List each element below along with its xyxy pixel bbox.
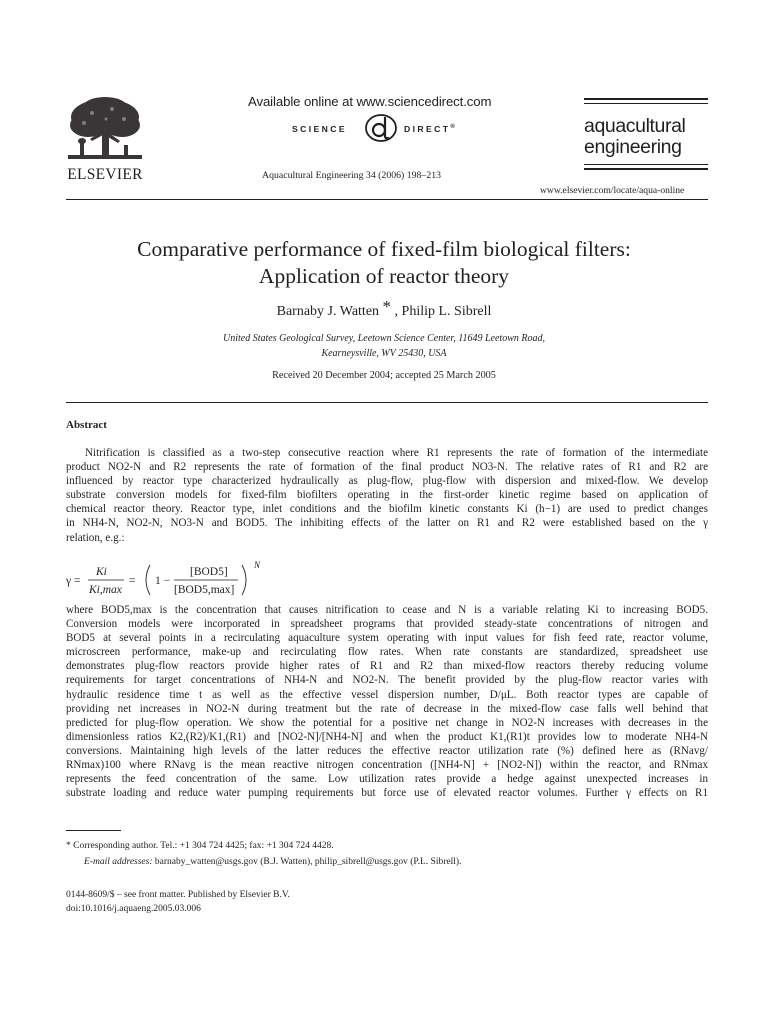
sd-at-icon (363, 113, 399, 148)
text-line: substrate loading and reduce water pumping requirements but force use of elevated reactor volumes. Further γ effects on R1 (66, 787, 708, 800)
abstract-divider (66, 402, 708, 403)
publisher-name: ELSEVIER (67, 166, 143, 183)
email-footnote (84, 857, 461, 867)
text-line: demonstrates plug-flow reactors provide higher rates of R1 and R2 than mixed-flow reactors thereby reducing volume (66, 660, 708, 673)
footnote-divider (66, 830, 121, 831)
text-line: predicted for plug-flow operation. We show the potential for a positive net change in NO2-N increases with decreases in the (66, 716, 708, 729)
abstract-heading: Abstract (66, 419, 107, 431)
sd-science-text: SCIENCE (292, 124, 348, 134)
text-line: hydraulic residence time t as well as the effective vessel dispersion number, D/μL. Both reactor types are capable of (66, 688, 708, 701)
eq-num2: [BOD5] (190, 566, 228, 578)
journal-rule (584, 103, 708, 104)
elsevier-tree-logo (62, 95, 148, 165)
text-line: where BOD5,max is the concentration that causes nitrification to cease and N is a variable relating Ki to increasing BOD5. (66, 604, 708, 616)
eq-den2: [BOD5,max] (174, 584, 235, 596)
text-line: BOD5 at several points in a recirculating aquaculture system operating with input values for fish feed rate, reactor volume, (66, 632, 708, 645)
journal-rule (584, 164, 708, 165)
email-addresses[interactable]: barnaby_watten@usgs.gov (B.J. Watten), philip_sibrell@usgs.gov (P.L. Sibrell). (152, 857, 462, 867)
email-label: E-mail addresses: (84, 857, 153, 867)
sd-direct-text: DIRECT® (404, 124, 455, 134)
journal-url-link[interactable]: www.elsevier.com/locate/aqua-online (540, 185, 685, 196)
text-line: chemical reactor theory. Reactor type, inlet conditions and the biofilm kinetic constants Ki (h−1) are used to predict changes (66, 503, 708, 516)
gamma-equation (66, 560, 326, 600)
corresponding-author-footnote: * Corresponding author. Tel.: +1 304 724 4425; fax: +1 304 724 4428. (66, 841, 334, 851)
author-sibrell[interactable]: , Philip L. Sibrell (394, 304, 492, 319)
author-watten[interactable]: Barnaby J. Watten (276, 304, 380, 319)
text-line: substrate conversion models for fixed-film biofilters operating in the first-order kinetic regime based on application of (66, 489, 708, 502)
text-line: relation, e.g.: (66, 531, 125, 544)
text-line: product NO2-N and R2 represents the rate of formation of the final product NO3-N. The relative rates of R1 and R2 are (66, 461, 708, 474)
journal-name: aquacultural engineering (584, 115, 686, 158)
journal-rule (584, 168, 708, 170)
eq-one-minus: 1 − (155, 575, 171, 587)
available-online-text[interactable]: Available online at www.sciencedirect.com (248, 94, 492, 109)
text-line: RNmax)100 where RNavg is the mean reactive nitrogen concentration ([NH4-N] + [NO2-N]) within the reactor, and RNmax (66, 759, 708, 772)
doi-link[interactable]: doi:10.1016/j.aquaeng.2005.03.006 (66, 904, 201, 914)
text-line: providing net increases in NO2-N during treatment but the rate of decrease in the mixed-flow case falls well behind that (66, 702, 708, 715)
corresponding-author-mark[interactable]: * (382, 297, 392, 316)
journal-citation: Aquacultural Engineering 34 (2006) 198–213 (262, 170, 442, 181)
journal-rule (584, 98, 708, 100)
eq-power: N (254, 560, 261, 570)
author-list (60, 297, 708, 320)
text-line: conversions. Maintaining high levels of the latter reduces the effective reactor utilization rate (%) defined here as (RNavg/ (66, 744, 708, 757)
abstract-paragraph-1 (66, 446, 708, 545)
text-line: microscreen performance, make-up and recirculating flow rates. When rate constants are standardized, spreadsheet use (66, 646, 708, 659)
issn-line: 0144-8609/$ – see front matter. Published by Elsevier B.V. (66, 890, 290, 900)
text-line: represents the feed concentration of the same. Low utilization rates provide a hedge against unexpected increases in (66, 773, 708, 786)
text-line: dimensionless ratios K2,(R2)/K1,(R1) and [NO2-N]/[NH4-N] and when the product K1,(R1)t provides low to moderate NH4-N (66, 730, 708, 743)
header-divider (66, 199, 708, 200)
text-line: in NH4-N, NO2-N, NO3-N and BOD5. The inhibiting effects of the latter on R1 and R2 were established based on the γ (66, 517, 708, 530)
eq-equals: = (129, 575, 136, 587)
affiliation: United States Geological Survey, Leetown Science Center, 11649 Leetown Road, Kearneysville, WV 25430, USA (223, 333, 545, 359)
eq-den: Ki,max (89, 584, 122, 596)
eq-lhs: γ = (66, 575, 81, 587)
abstract-paragraph-2 (66, 603, 708, 800)
text-line: Conversion models were incorporated in spreadsheet programs that provided steady-state concentrations of nitrogen and (66, 618, 708, 631)
text-line: requirements for target concentrations of NH4-N and NO2-N. The benefit provided by the plug-flow reactor varies with (66, 674, 708, 687)
article-title: Comparative performance of fixed-film biological filters: Application of reactor theory (137, 237, 631, 288)
text-line: influenced by reactor type characterized hydraulically as plug-flow, plug-flow with dispersion and mixed-flow. We develop (66, 475, 708, 488)
eq-num: Ki (96, 566, 107, 578)
text-line: Nitrification is classified as a two-step consecutive reaction where R1 represents the rate of formation of the intermediate (85, 447, 708, 459)
received-dates: Received 20 December 2004; accepted 25 March 2005 (272, 370, 496, 381)
